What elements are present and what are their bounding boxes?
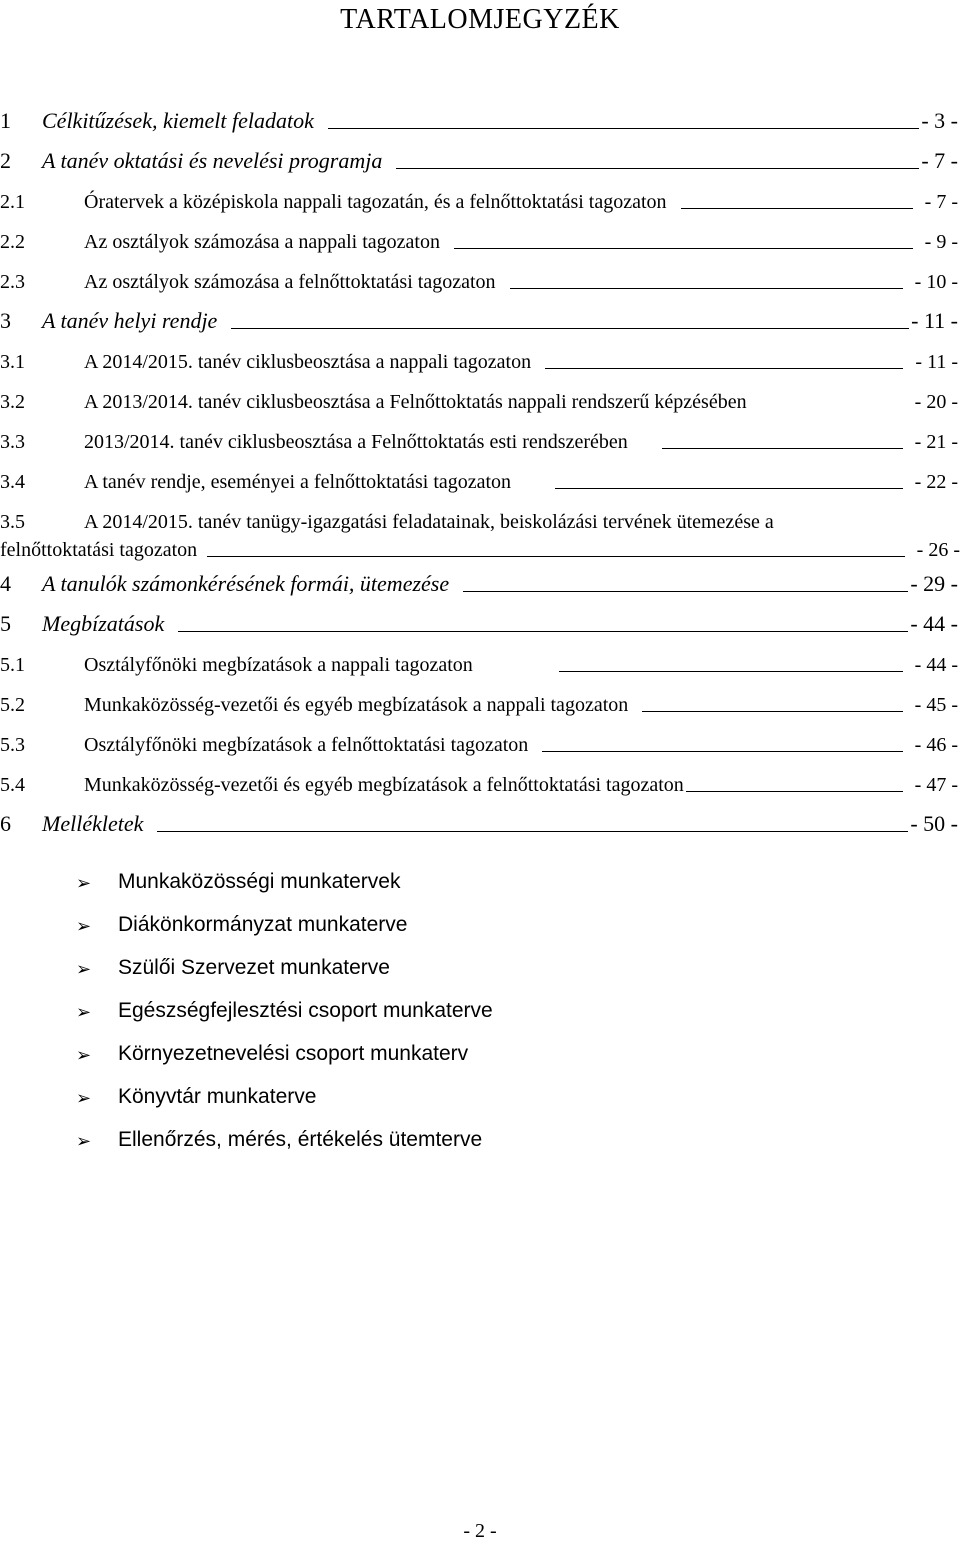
toc-number: 3.5 xyxy=(0,511,25,533)
page-title: TARTALOMJEGYZÉK xyxy=(340,4,620,35)
toc-page: - 22 - xyxy=(914,471,958,493)
annex-item-label: Munkaközösségi munkatervek xyxy=(118,870,401,893)
toc-entry-1[interactable] xyxy=(0,106,960,134)
toc-entry-5-3[interactable] xyxy=(0,729,960,757)
toc-entry-2[interactable] xyxy=(0,146,960,174)
toc-page: - 44 - xyxy=(910,611,958,636)
toc-page: - 47 - xyxy=(914,774,958,796)
toc-number: 2.2 xyxy=(0,231,25,253)
toc-number: 3 xyxy=(0,308,11,333)
toc-leader xyxy=(510,287,903,289)
toc-page: - 10 - xyxy=(914,271,958,293)
toc-entry-3-4[interactable] xyxy=(0,466,960,494)
toc-title: Mellékletek xyxy=(42,811,144,836)
toc-entry-5-1[interactable] xyxy=(0,649,960,677)
toc-title: Munkaközösség-vezetői és egyéb megbízatások a nappali tagozaton xyxy=(84,694,629,716)
toc-number: 4 xyxy=(0,571,11,596)
toc-page: - 11 - xyxy=(915,351,958,373)
toc-leader xyxy=(328,127,920,129)
arrow-bullet-icon: ➢ xyxy=(76,1002,92,1023)
page-number: - 2 - xyxy=(463,1520,497,1542)
toc-leader xyxy=(542,750,902,752)
toc-page: - 11 - xyxy=(911,308,958,333)
toc-entry-5-2[interactable] xyxy=(0,689,960,717)
toc-number: 5.3 xyxy=(0,734,25,756)
toc-page: - 45 - xyxy=(914,694,958,716)
toc-title: A tanulók számonkérésének formái, ütemezése xyxy=(42,571,450,596)
annex-item[interactable] xyxy=(76,1122,482,1152)
toc-leader xyxy=(555,487,903,489)
arrow-bullet-icon: ➢ xyxy=(76,959,92,980)
toc-number: 3.2 xyxy=(0,391,25,413)
toc-page: - 7 - xyxy=(924,191,958,213)
toc-entry-5[interactable] xyxy=(0,609,960,637)
toc-page: - 44 - xyxy=(914,654,958,676)
toc-page: - 21 - xyxy=(914,431,958,453)
toc-leader xyxy=(454,247,913,249)
toc-title: A tanév rendje, eseményei a felnőttoktatási tagozaton xyxy=(84,471,512,493)
toc-title: Megbízatások xyxy=(42,611,165,636)
toc-entry-2-3[interactable] xyxy=(0,266,960,294)
toc-title-continued: felnőttoktatási tagozaton xyxy=(0,539,198,561)
toc-entry-6[interactable] xyxy=(0,809,960,837)
toc-page: - 50 - xyxy=(910,811,958,836)
toc-entry-2-2[interactable] xyxy=(0,226,960,254)
toc-number: 2 xyxy=(0,148,11,173)
toc-title: A 2014/2015. tanév tanügy-igazgatási feladatainak, beiskolázási tervének ütemezése a xyxy=(84,511,774,533)
toc-leader xyxy=(463,590,908,592)
toc-number: 5.4 xyxy=(0,774,25,796)
toc-leader xyxy=(559,670,903,672)
toc-entry-3-5[interactable] xyxy=(0,506,960,562)
toc-entry-3-3[interactable] xyxy=(0,426,960,454)
arrow-bullet-icon: ➢ xyxy=(76,1131,92,1152)
annex-item-label: Diákönkormányzat munkaterve xyxy=(118,913,408,936)
arrow-bullet-icon: ➢ xyxy=(76,916,92,937)
toc-leader xyxy=(686,790,903,792)
toc-entry-2-1[interactable] xyxy=(0,186,960,214)
toc-page: - 7 - xyxy=(921,148,958,173)
arrow-bullet-icon: ➢ xyxy=(76,873,92,894)
annex-item[interactable] xyxy=(76,950,390,980)
toc-number: 2.3 xyxy=(0,271,25,293)
toc-leader xyxy=(761,407,903,409)
toc-number: 3.1 xyxy=(0,351,25,373)
toc-number: 3.3 xyxy=(0,431,25,453)
toc-number: 5.1 xyxy=(0,654,25,676)
toc-leader xyxy=(396,167,919,169)
toc-leader xyxy=(642,710,902,712)
arrow-bullet-icon: ➢ xyxy=(76,1045,92,1066)
toc-leader xyxy=(545,367,903,369)
toc-page: - 9 - xyxy=(924,231,958,253)
toc-leader xyxy=(157,830,908,832)
toc-number: 3.4 xyxy=(0,471,25,493)
toc-entry-5-4[interactable] xyxy=(0,769,960,797)
annex-item-label: Könyvtár munkaterve xyxy=(118,1085,317,1108)
annex-item-label: Szülői Szervezet munkaterve xyxy=(118,956,390,979)
toc-title: A tanév oktatási és nevelési programja xyxy=(42,148,383,173)
annex-item[interactable] xyxy=(76,1079,316,1109)
toc-title: A tanév helyi rendje xyxy=(42,308,218,333)
toc-title: Az osztályok számozása a felnőttoktatási tagozaton xyxy=(84,271,496,293)
toc-leader xyxy=(231,327,909,329)
toc-number: 5.2 xyxy=(0,694,25,716)
toc-leader xyxy=(681,207,913,209)
toc-title: A 2013/2014. tanév ciklusbeosztása a Felnőttoktatás nappali rendszerű képzésében xyxy=(84,391,747,413)
toc-title: A 2014/2015. tanév ciklusbeosztása a nappali tagozaton xyxy=(84,351,532,373)
toc-title: 2013/2014. tanév ciklusbeosztása a Felnőttoktatás esti rendszerében xyxy=(84,431,628,453)
toc-leader xyxy=(178,630,908,632)
toc-leader xyxy=(207,555,905,557)
annex-item-label: Egészségfejlesztési csoport munkaterve xyxy=(118,999,493,1022)
toc-leader xyxy=(662,447,903,449)
arrow-bullet-icon: ➢ xyxy=(76,1088,92,1109)
toc-number: 1 xyxy=(0,108,11,133)
toc-title: Óratervek a középiskola nappali tagozatán, és a felnőttoktatási tagozaton xyxy=(84,191,667,213)
toc-page: - 20 - xyxy=(914,391,958,413)
toc-entry-3-2[interactable] xyxy=(0,386,960,414)
toc-title: Célkitűzések, kiemelt feladatok xyxy=(42,108,314,133)
toc-number: 2.1 xyxy=(0,191,25,213)
toc-entry-4[interactable] xyxy=(0,569,960,597)
toc-number: 6 xyxy=(0,811,11,836)
toc-title: Az osztályok számozása a nappali tagozaton xyxy=(84,231,440,253)
annex-item[interactable] xyxy=(76,993,493,1023)
annex-item[interactable] xyxy=(76,1036,468,1066)
annex-item[interactable] xyxy=(76,907,407,937)
toc-title: Osztályfőnöki megbízatások a felnőttoktatási tagozaton xyxy=(84,734,529,756)
toc-page: - 3 - xyxy=(921,108,958,133)
toc-title: Osztályfőnöki megbízatások a nappali tagozaton xyxy=(84,654,473,676)
annex-item-label: Ellenőrzés, mérés, értékelés ütemterve xyxy=(118,1128,483,1151)
toc-number: 5 xyxy=(0,611,11,636)
toc-page: - 26 - xyxy=(916,539,960,561)
annex-item-label: Környezetnevelési csoport munkaterv xyxy=(118,1042,469,1065)
toc-page: - 29 - xyxy=(910,571,958,596)
toc-entry-3[interactable] xyxy=(0,306,960,334)
toc-entry-3-1[interactable] xyxy=(0,346,960,374)
toc-title: Munkaközösség-vezetői és egyéb megbízatások a felnőttoktatási tagozaton xyxy=(84,774,684,796)
annex-item[interactable] xyxy=(76,864,400,894)
toc-page: - 46 - xyxy=(914,734,958,756)
